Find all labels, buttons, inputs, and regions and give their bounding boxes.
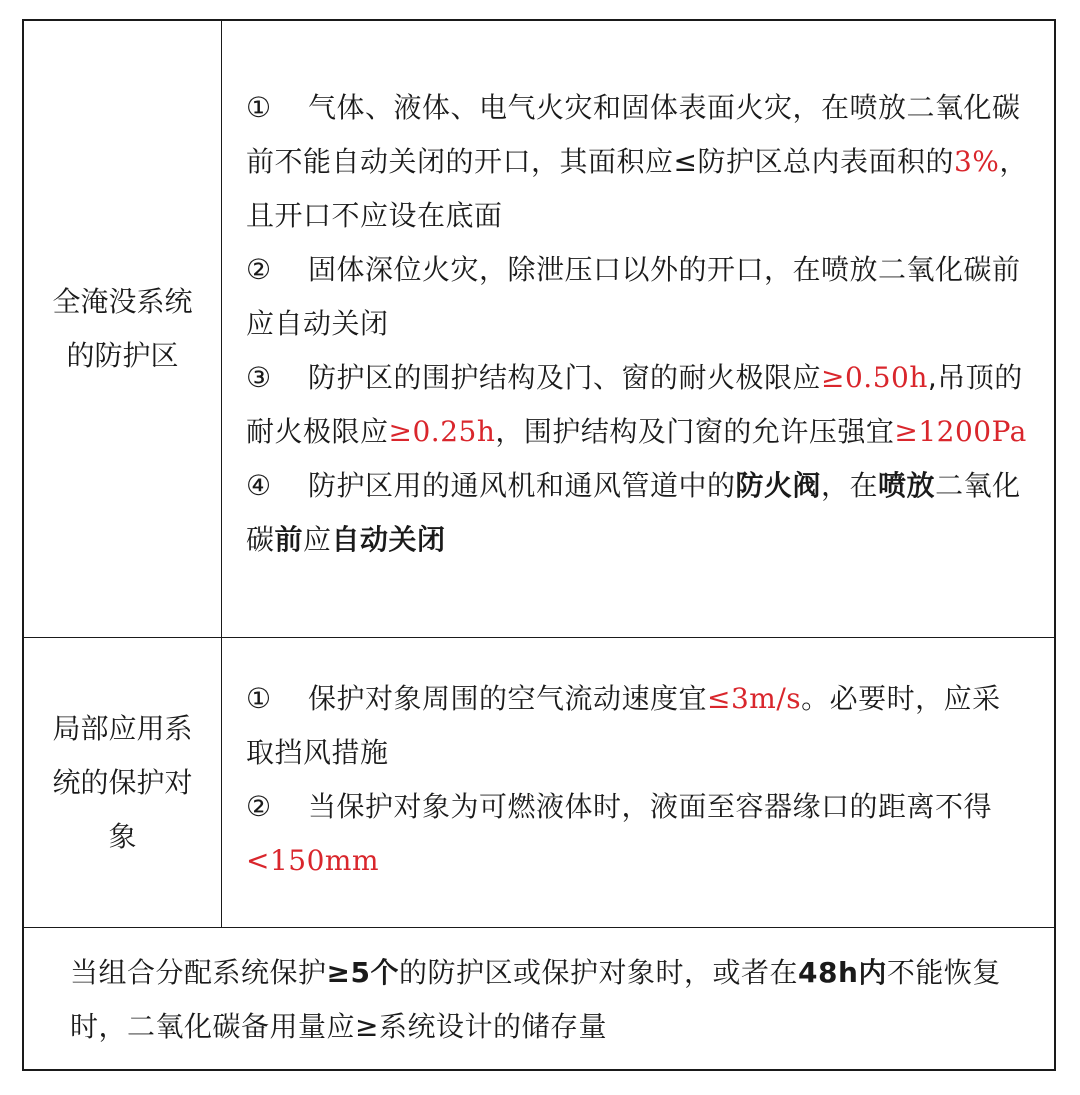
- item-number: ③: [246, 361, 272, 394]
- highlight-value: ≥0.50h: [821, 361, 928, 394]
- table-row: [24, 638, 1054, 928]
- emphasis-text: 防火阀: [735, 469, 822, 502]
- row-label-cell: [24, 21, 222, 637]
- item-number: ④: [246, 469, 272, 502]
- footer-text: 当组合分配系统保护: [70, 955, 327, 989]
- emphasis-text: 喷放: [878, 469, 936, 502]
- emphasis-text: 前: [274, 523, 304, 556]
- item-text: ,吊顶的耐火极限应: [246, 361, 1023, 448]
- highlight-value: ≤3m/s: [707, 681, 802, 715]
- item-text: ，在: [821, 469, 879, 502]
- highlight-value: 3%: [953, 145, 1000, 178]
- highlight-value: ≥1200Pa: [894, 415, 1027, 448]
- spec-table: [22, 19, 1056, 1071]
- item-text: 。必要时，应采取挡风措施: [246, 681, 1001, 769]
- item-number: ①: [246, 91, 272, 124]
- item-text: 固体深位火灾，除泄压口以外的开口，在喷放二氧化碳前应自动关闭: [246, 253, 1021, 340]
- footer-note: [70, 946, 1032, 1054]
- list-item: [246, 672, 1028, 780]
- item-number: ②: [246, 789, 272, 823]
- list-item: [246, 459, 1028, 567]
- emphasis-text: 自动关闭: [331, 523, 446, 556]
- list-item: [246, 351, 1028, 459]
- highlight-value: <150mm: [246, 843, 380, 877]
- table-row: [24, 928, 1054, 1071]
- item-number: ①: [246, 681, 272, 715]
- footer-text: 的防护区或保护对象时，或者在: [398, 955, 798, 989]
- footer-note-cell: [24, 928, 1054, 1071]
- item-text: 应: [303, 523, 332, 556]
- table-row: [24, 21, 1054, 638]
- emphasis-text: ≥5个: [326, 955, 399, 989]
- item-text: 防护区用的通风机和通风管道中的: [308, 469, 736, 502]
- row-label-cell: [24, 638, 222, 927]
- list-item: [246, 780, 1028, 888]
- item-number: ②: [246, 253, 272, 286]
- list-item: [246, 81, 1028, 243]
- list-item: [246, 243, 1028, 351]
- item-text: 当保护对象为可燃液体时，液面至容器缘口的距离不得: [308, 789, 993, 823]
- item-text: 保护对象周围的空气流动速度宜: [308, 681, 708, 715]
- row-label: 局部应用系统的保护对象: [52, 711, 193, 853]
- row-content-cell: [222, 638, 1054, 927]
- item-text: 气体、液体、电气火灾和固体表面火灾，在喷放二氧化碳前不能自动关闭的开口，其面积应≤防护区总内表面积的: [246, 91, 1021, 178]
- item-text: 防护区的围护结构及门、窗的耐火极限应: [308, 361, 822, 394]
- emphasis-text: 48h内: [797, 955, 887, 989]
- highlight-value: ≥0.25h: [388, 415, 496, 448]
- item-text: ，且开口不应设在底面: [246, 145, 1028, 232]
- row-label: 全淹没系统的防护区: [52, 285, 193, 372]
- item-text: 二氧化碳: [246, 469, 1021, 556]
- row-content-cell: [222, 21, 1054, 637]
- item-text: ，围护结构及门窗的允许压强宜: [495, 415, 895, 448]
- footer-text: 不能恢复时，二氧化碳备用量应≥系统设计的储存量: [70, 955, 1001, 1043]
